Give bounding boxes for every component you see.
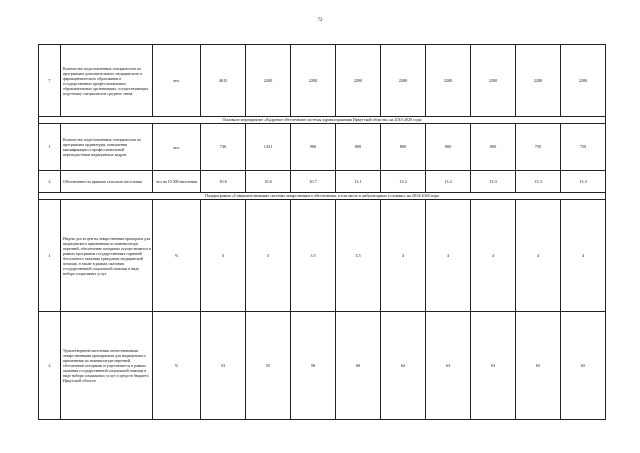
section-header-row (39, 193, 606, 200)
indicator-value: 3.5 (336, 200, 381, 312)
indicator-value: 2200 (246, 45, 291, 117)
unit-of-measure: чел на 10 000 населения (153, 171, 201, 193)
indicator-name: Индекс роста цен на лекарственные препараты для медицинского применения по номенклатуре перечней, обеспечение которыми осуществляется в рамках программы государственных гарантий бесплатного оказания гражданам медицинской помощи, в также в рамках оказания государственной социальной помощи в виде набора социальных услуг (61, 200, 153, 312)
table-row (39, 200, 606, 312)
indicator-name: Удовлетворение населения отечественными лекарственными препаратами для медицинского применения по номенклатуре перечней, обеспечение которыми осуществляется в рамках оказания государственной социальной помощи в виде набора социальных услуг и средств бюджета Иркутской области (61, 312, 153, 420)
indicator-value: 53 (201, 312, 246, 420)
indicator-name: Количество подготовленных специалистов по программам ординатуры, повышения квалификации и профессиональной переподготовки медицинских кадров (61, 124, 153, 171)
indicator-value: 4615 (201, 45, 246, 117)
indicator-value: 2200 (426, 45, 471, 117)
table-row (39, 45, 606, 117)
indicator-value: 13.1 (336, 171, 381, 193)
indicator-value: 4 (516, 200, 561, 312)
indicator-value: 55 (246, 312, 291, 420)
table-row (39, 312, 606, 420)
indicator-value: 10.7 (291, 171, 336, 193)
indicator-value: 2200 (336, 45, 381, 117)
unit-of-measure: чел. (153, 45, 201, 117)
section-header-row (39, 117, 606, 124)
section-title: Основное мероприятие «Кадровое обеспечение системы здравоохранения Иркутской области» на 2014-2020 годы (39, 117, 606, 124)
indicator-value: 65 (516, 312, 561, 420)
row-number: 1 (39, 124, 61, 171)
indicator-value: 4 (381, 200, 426, 312)
indicator-value: 800 (336, 124, 381, 171)
indicator-value: 4 (426, 200, 471, 312)
unit-of-measure: % (153, 200, 201, 312)
indicator-value: 750 (561, 124, 606, 171)
indicator-value: 736 (201, 124, 246, 171)
indicator-value: 13.2 (381, 171, 426, 193)
indicator-name: Обеспеченность врачами сельского населения (61, 171, 153, 193)
indicator-name: Количество подготовленных специалистов по программам дополнительного медицинского и фармацевтического образования в государственных профессиональных образовательных организациях, осуществляющих подготовку специалистов среднего звена (61, 45, 153, 117)
indicator-value: 2200 (561, 45, 606, 117)
indicator-value: 4 (561, 200, 606, 312)
indicator-value: 58 (291, 312, 336, 420)
indicator-value: 2200 (471, 45, 516, 117)
indicator-value: 800 (471, 124, 516, 171)
page-number: 72 (317, 18, 323, 23)
indicator-value: 10.6 (201, 171, 246, 193)
table-row (39, 171, 606, 193)
indicator-value: 750 (516, 124, 561, 171)
indicator-value: 60 (336, 312, 381, 420)
indicator-value: 10.6 (246, 171, 291, 193)
indicator-value: 13.3 (516, 171, 561, 193)
indicator-value: 65 (561, 312, 606, 420)
table-row (39, 124, 606, 171)
indicator-value: 2200 (381, 45, 426, 117)
indicator-value: 1431 (246, 124, 291, 171)
row-number: 2 (39, 171, 61, 193)
indicator-value: 2200 (516, 45, 561, 117)
indicator-value: 900 (291, 124, 336, 171)
indicator-value: 4 (471, 200, 516, 312)
indicator-value: 3.5 (291, 200, 336, 312)
indicator-value: 63 (426, 312, 471, 420)
row-number: 7 (39, 45, 61, 117)
indicator-table (38, 44, 606, 420)
indicator-value: 13.3 (471, 171, 516, 193)
indicator-value: 13.2 (426, 171, 471, 193)
section-title: Подпрограмма «Совершенствование системы лекарственного обеспечения, в том числе в амбулаторных условиях» на 2014-2020 годы (39, 193, 606, 200)
unit-of-measure: чел. (153, 124, 201, 171)
indicator-value: 800 (381, 124, 426, 171)
row-number: 2 (39, 312, 61, 420)
indicator-value: 63 (471, 312, 516, 420)
indicator-value: 62 (381, 312, 426, 420)
indicator-value: 13.3 (561, 171, 606, 193)
indicator-value: 2200 (291, 45, 336, 117)
row-number: 1 (39, 200, 61, 312)
indicator-value: 800 (426, 124, 471, 171)
unit-of-measure: % (153, 312, 201, 420)
indicator-value: 3 (201, 200, 246, 312)
indicator-value: 3 (246, 200, 291, 312)
